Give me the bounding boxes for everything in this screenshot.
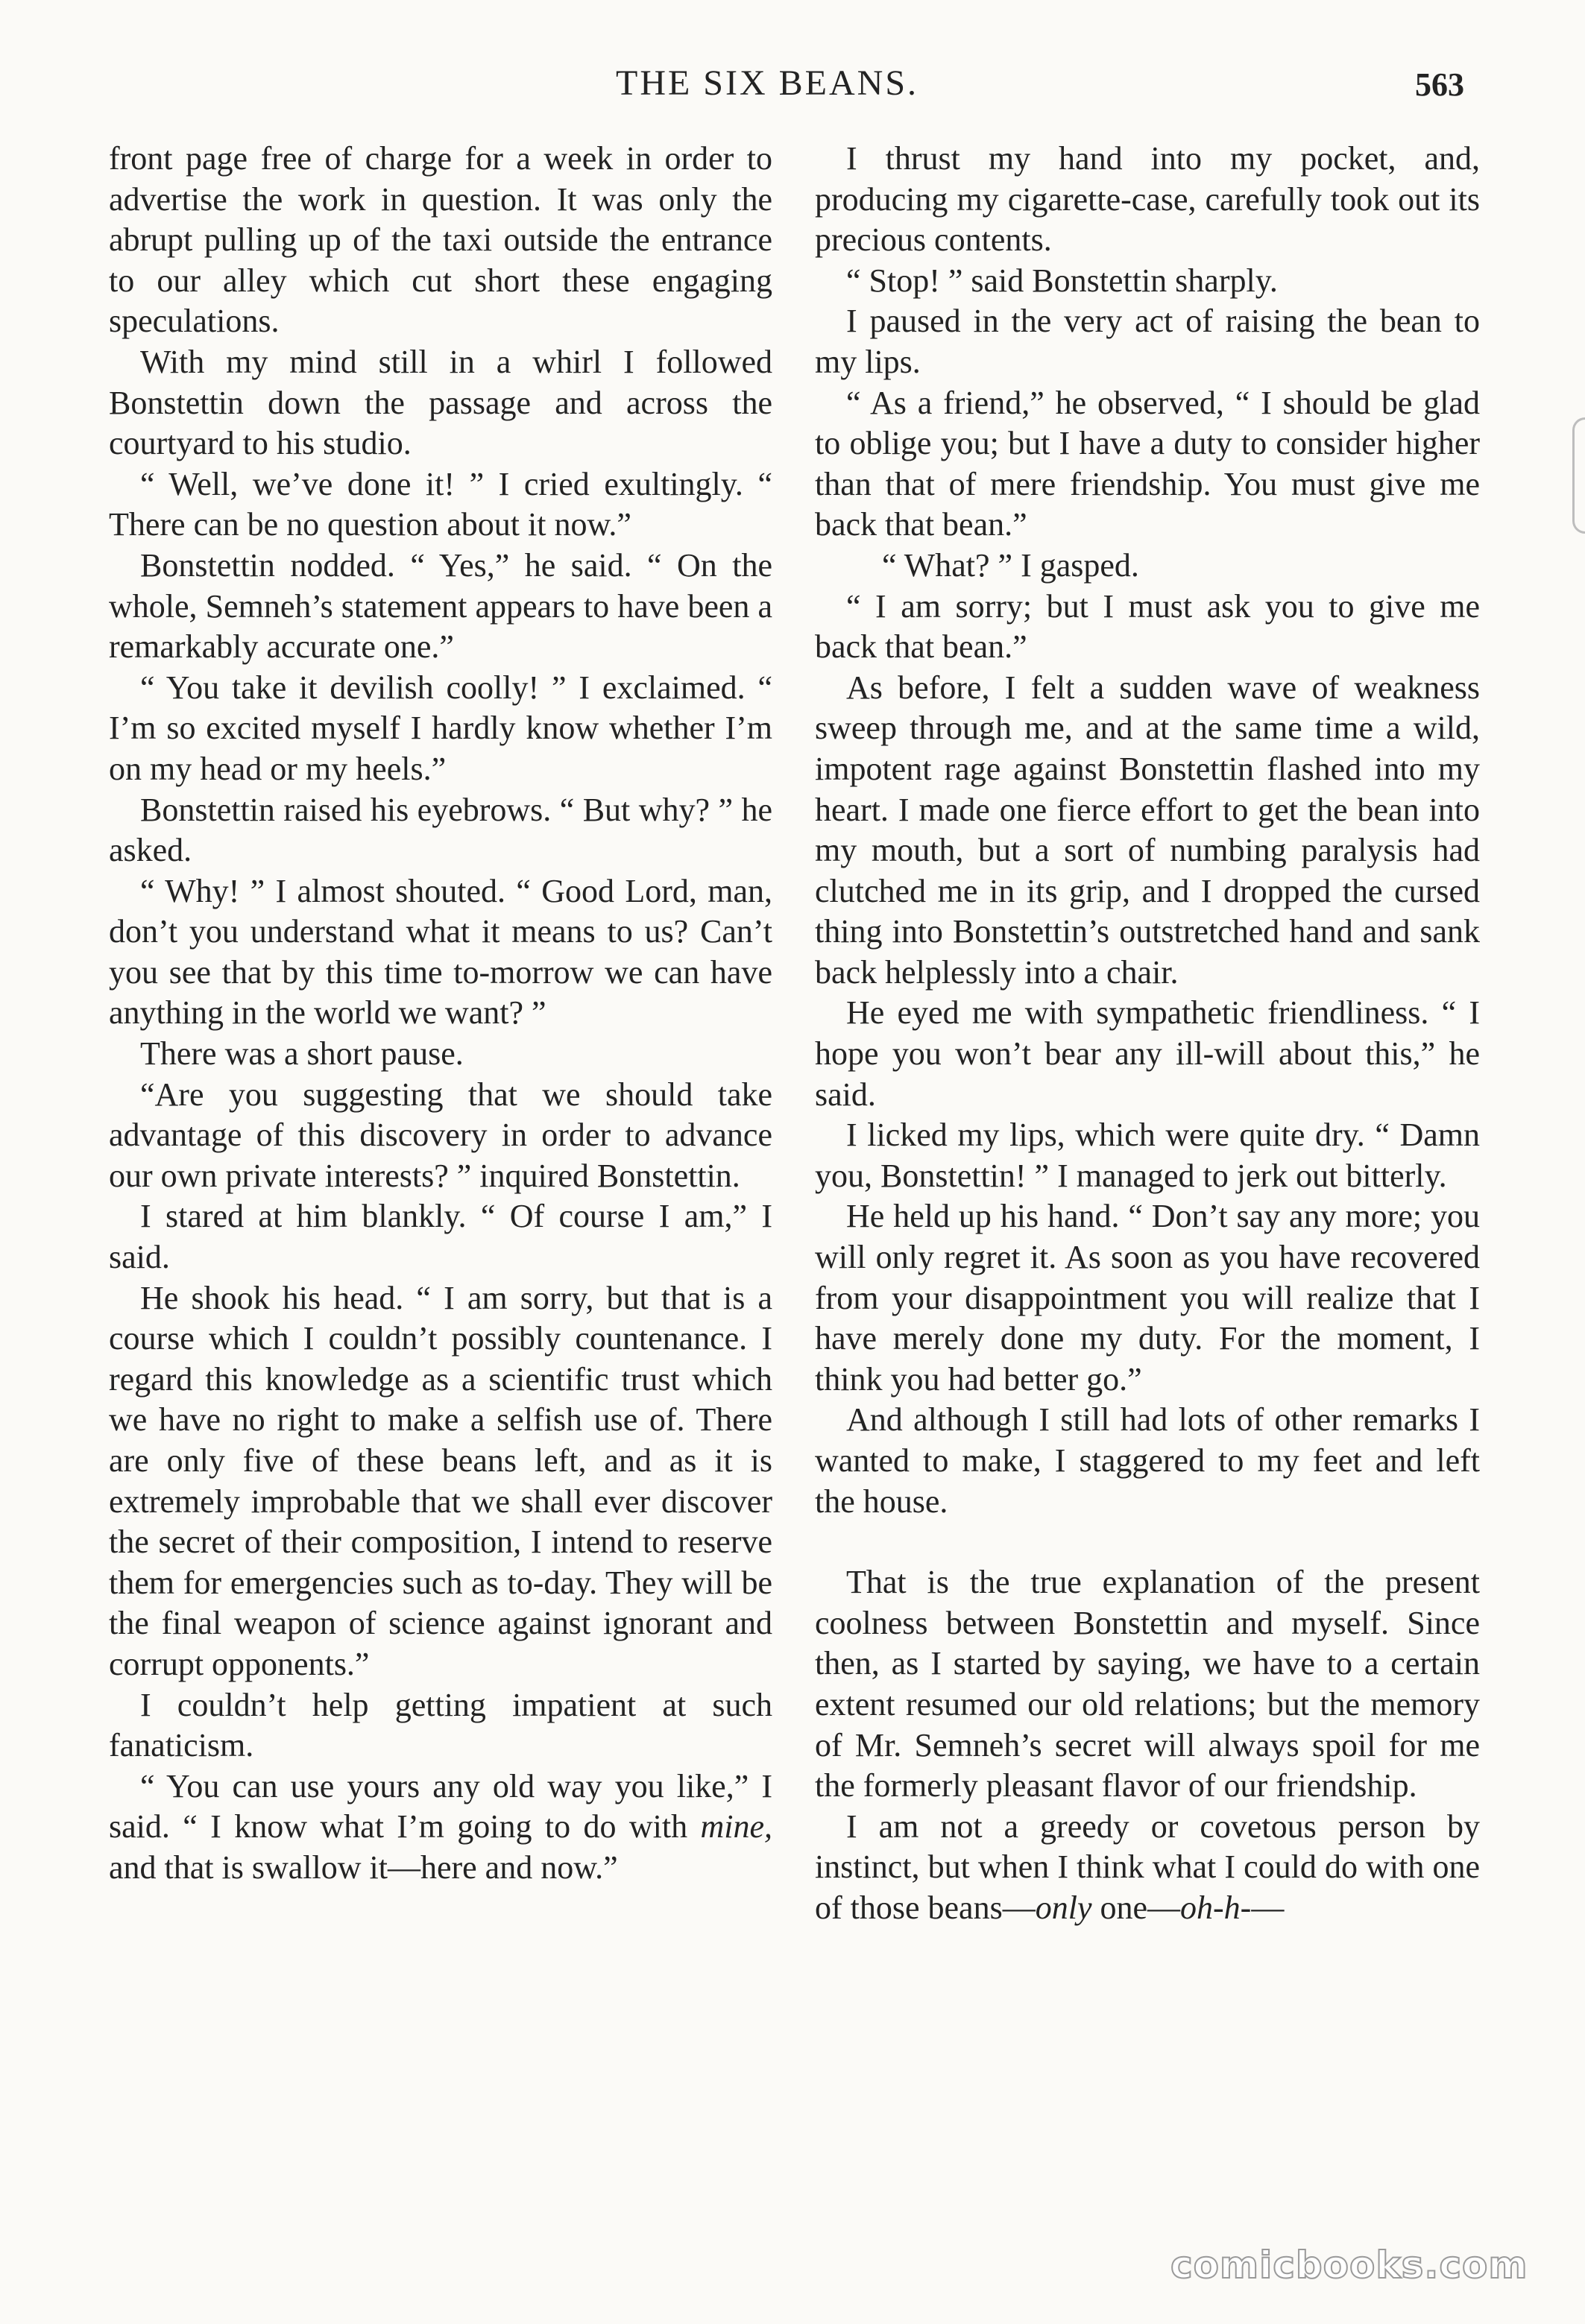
paragraph: With my mind still in a whirl I followed Bonstettin down the passage and across the courtyard to his studio. <box>109 343 772 462</box>
paragraph: He held up his hand. “ Don’t say any more; you will only regret it. As soon as you have recovered from your disappointment you will realize that I have merely done my duty. For the moment, I think you had better go.” <box>815 1198 1480 1398</box>
paragraph: “ What? ” I gasped. <box>882 546 1139 584</box>
paragraph: I stared at him blankly. “ Of course I am,” I said. <box>109 1198 772 1276</box>
right-column <box>815 139 1480 1929</box>
paragraph: I paused in the very act of raising the bean to my lips. <box>815 303 1480 380</box>
paragraph: “ You take it devilish coolly! ” I exclaimed. “ I’m so excited myself I hardly know whether I’m on my head or my heels.” <box>109 669 772 787</box>
text-run: I am not a greedy or covetous person by instinct, but when I think what I could do with one of those beans— <box>815 1807 1480 1926</box>
paragraph: “ As a friend,” he observed, “ I should be glad to oblige you; but I have a duty to consider higher than that of mere friendship. You must give me back that bean.” <box>815 384 1480 543</box>
paragraph: “ Why! ” I almost shouted. “ Good Lord, man, don’t you understand what it means to us? Can’t you see that by this time to-morrow we can have anything in the world we want? ” <box>109 872 772 1032</box>
paragraph: I couldn’t help getting impatient at such fanaticism. <box>109 1686 772 1764</box>
paragraph-final <box>815 1807 1480 1929</box>
paragraph: He shook his head. “ I am sorry, but that is a course which I couldn’t possibly countenance. I regard this knowledge as a scientific trust which we have no right to make a selfish use of. There are only five of these beans left, and as it is extremely improbable that we shall ever discover the secret of their composition, I intend to reserve them for emergencies such as to-day. They will be the final weapon of science against ignorant and corrupt opponents.” <box>109 1279 772 1682</box>
paragraph: And although I still had lots of other remarks I wanted to make, I staggered to my feet and left the house. <box>815 1401 1480 1520</box>
emphasis: mine, <box>700 1808 772 1845</box>
running-title: THE SIX BEANS. <box>616 63 919 103</box>
paragraph: That is the true explanation of the present coolness between Bonstettin and myself. Since then, as I started by saying, we have to a certain extent resumed our old relations; but the memory of Mr. Semneh’s secret will always spoil for me the formerly pleasant flavor of our friendship. <box>815 1564 1480 1804</box>
paragraph: There was a short pause. <box>140 1035 464 1073</box>
paragraph: I thrust my hand into my pocket, and, producing my cigarette-case, carefully took out its precious contents. <box>815 140 1480 259</box>
paragraph: “ Stop! ” said Bonstettin sharply. <box>846 262 1278 299</box>
text-run: one— <box>1091 1889 1181 1926</box>
left-column <box>109 139 772 1889</box>
page-number: 563 <box>1415 66 1464 103</box>
text-run: and that is swallow it—here and now.” <box>109 1848 618 1886</box>
paragraph: front page free of charge for a week in order to advertise the work in question. It was only the abrupt pulling up of the taxi outside the entrance to our alley which cut short these engaging speculations. <box>109 140 772 340</box>
text-run: “ You can use yours any old way you like,” I said. “ I know what I’m going to do with <box>109 1767 772 1845</box>
emphasis: only <box>1035 1889 1092 1926</box>
watermark-logo: comicbooks.com <box>1170 2244 1528 2287</box>
paragraph: “ Well, we’ve done it! ” I cried exultingly. “ There can be no question about it now.” <box>109 465 772 543</box>
paragraph: He eyed me with sympathetic friendliness. “ I hope you won’t bear any ill-will about this,” he said. <box>815 994 1480 1113</box>
paragraph: Bonstettin nodded. “ Yes,” he said. “ On the whole, Semneh’s statement appears to have been a remarkably accurate one.” <box>109 546 772 666</box>
paragraph: “Are you suggesting that we should take advantage of this discovery in order to advance our own private interests? ” inquired Bonstettin. <box>109 1076 772 1194</box>
emphasis: oh-h- <box>1180 1889 1252 1926</box>
running-head <box>0 61 1585 113</box>
paragraph: I licked my lips, which were quite dry. “ Damn you, Bonstettin! ” I managed to jerk out bitterly. <box>815 1117 1480 1194</box>
text-run: — <box>1251 1889 1285 1926</box>
paragraph: “ I am sorry; but I must ask you to give me back that bean.” <box>815 587 1480 666</box>
paragraph-final <box>109 1766 772 1889</box>
page-edge-tab <box>1572 417 1585 534</box>
paragraph: Bonstettin raised his eyebrows. “ But why? ” he asked. <box>109 791 772 869</box>
paragraph: As before, I felt a sudden wave of weakness sweep through me, and at the same time a wild, impotent rage against Bonstettin flashed into my heart. I made one fierce effort to get the bean into my mouth, but a sort of numbing paralysis had clutched me in its grip, and I dropped the cursed thing into Bonstettin’s outstretched hand and sank back helplessly into a chair. <box>815 669 1480 991</box>
